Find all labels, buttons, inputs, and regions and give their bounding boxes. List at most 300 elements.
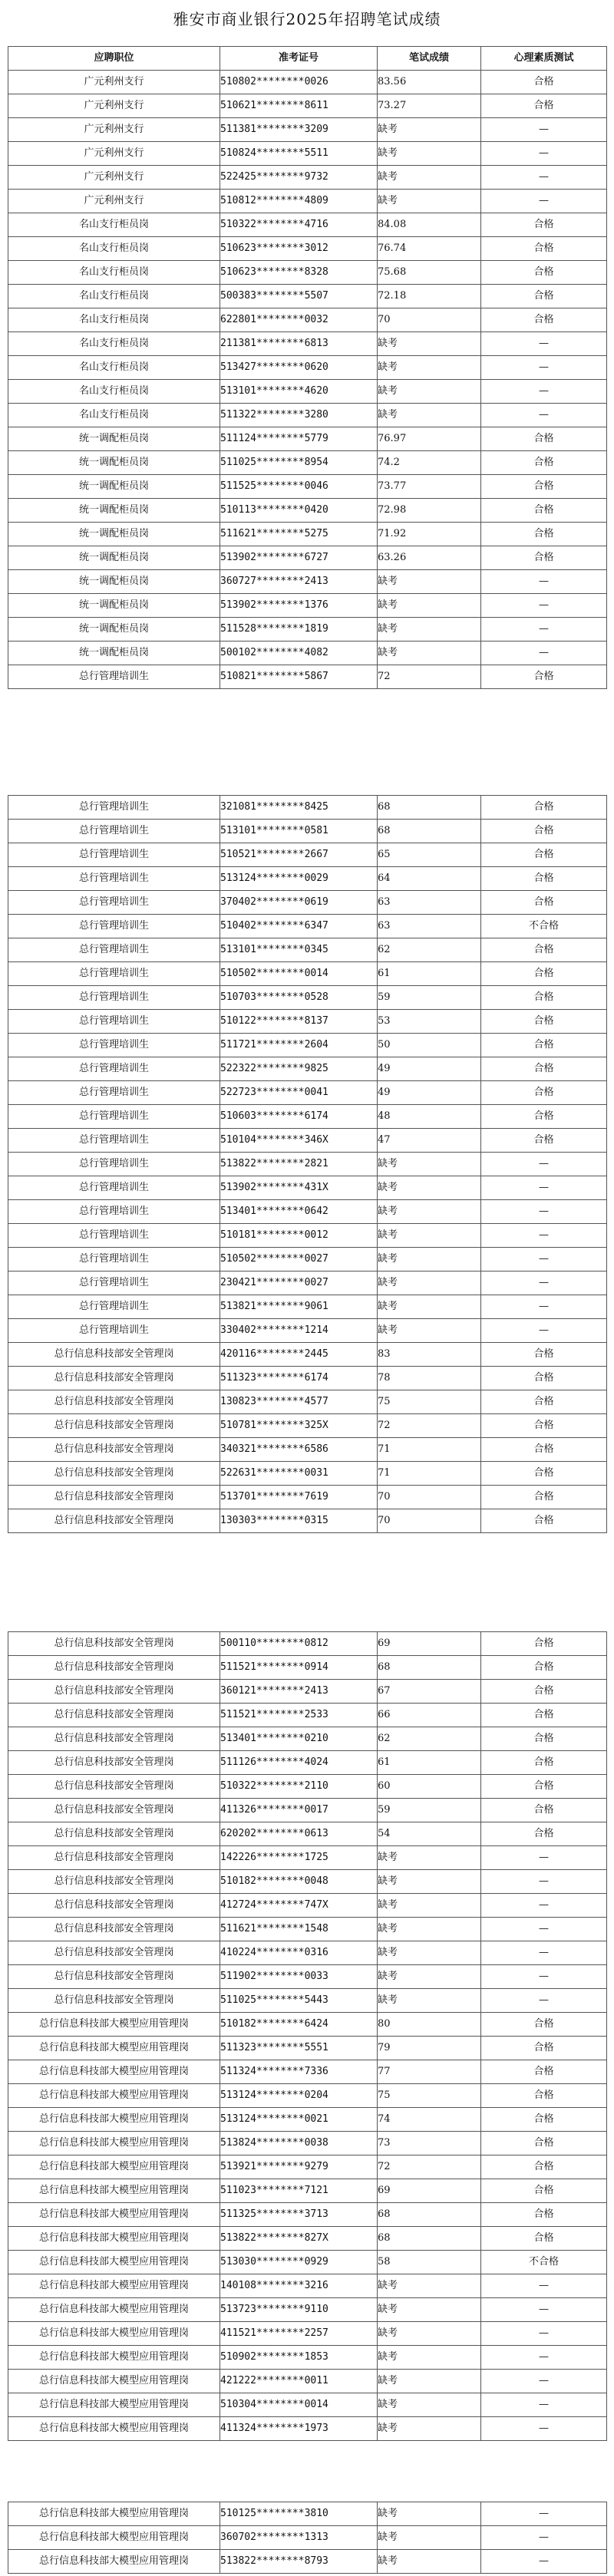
written-score-cell: 74 [378,2108,481,2132]
position-cell: 总行信息科技部大模型应用管理岗 [8,2155,220,2179]
exam-id-cell: 511325********3713 [220,2203,378,2227]
table-row [8,261,607,285]
position-cell: 广元利州支行 [8,166,220,190]
table-row [8,1486,607,1509]
psych-test-cell: 合格 [481,2179,607,2203]
exam-id-cell: 511025********5443 [220,1989,378,2013]
position-cell: 总行信息科技部大模型应用管理岗 [8,2108,220,2132]
results-table-3 [8,1631,607,2441]
written-score-cell: 71 [378,1462,481,1486]
exam-id-cell: 513921********9279 [220,2155,378,2179]
position-cell: 总行管理培训生 [8,938,220,962]
table-row [8,2227,607,2251]
written-score-cell: 78 [378,1367,481,1390]
written-score-cell: 62 [378,938,481,962]
written-score-cell: 缺考 [378,1272,481,1295]
written-score-cell: 74.2 [378,451,481,475]
table-row [8,2393,607,2417]
psych-test-cell: 合格 [481,2155,607,2179]
header-row [8,47,607,71]
position-cell: 统一调配柜员岗 [8,570,220,594]
table-row [8,2179,607,2203]
table-row [8,1343,607,1367]
position-cell: 总行管理培训生 [8,962,220,986]
exam-id-cell: 510322********2110 [220,1775,378,1799]
psych-test-cell: 合格 [481,820,607,843]
written-score-cell: 76.97 [378,427,481,451]
psych-test-cell: — [481,332,607,356]
psych-test-cell: — [481,356,607,380]
written-score-cell: 60 [378,1775,481,1799]
psych-test-cell: — [481,2526,607,2550]
table-row [8,166,607,190]
psych-test-cell: 合格 [481,1462,607,1486]
position-cell: 总行信息科技部大模型应用管理岗 [8,2393,220,2417]
table-row [8,1224,607,1248]
written-score-cell: 缺考 [378,380,481,404]
written-score-cell: 61 [378,1751,481,1775]
psych-test-cell: — [481,1846,607,1870]
table-row [8,1272,607,1295]
position-cell: 总行管理培训生 [8,1200,220,1224]
table-row [8,1105,607,1129]
position-cell: 总行信息科技部安全管理岗 [8,1509,220,1533]
psych-test-cell: 合格 [481,665,607,689]
position-cell: 总行信息科技部安全管理岗 [8,1656,220,1680]
psych-test-cell: 合格 [481,1438,607,1462]
position-cell: 总行信息科技部安全管理岗 [8,1894,220,1918]
table-row [8,2298,607,2322]
exam-id-cell: 513822********8793 [220,2550,378,2574]
table-row [8,1176,607,1200]
psych-test-cell: 合格 [481,2084,607,2108]
table-row [8,1704,607,1727]
position-cell: 总行信息科技部大模型应用管理岗 [8,2203,220,2227]
psych-test-cell: — [481,2417,607,2441]
psych-test-cell: 合格 [481,1486,607,1509]
written-score-cell: 缺考 [378,2298,481,2322]
psych-test-cell: 合格 [481,2060,607,2084]
table-row [8,427,607,451]
position-cell: 统一调配柜员岗 [8,499,220,523]
written-score-cell: 68 [378,2227,481,2251]
exam-id-cell: 510181********0012 [220,1224,378,1248]
written-score-cell: 缺考 [378,1319,481,1343]
psych-test-cell: 合格 [481,1775,607,1799]
psych-test-cell: 合格 [481,1822,607,1846]
table-row [8,1870,607,1894]
table-row [8,1153,607,1176]
position-cell: 总行信息科技部大模型应用管理岗 [8,2322,220,2346]
table-row [8,1319,607,1343]
exam-id-cell: 511023********7121 [220,2179,378,2203]
exam-id-cell: 511126********4024 [220,1751,378,1775]
position-cell: 名山支行柜员岗 [8,308,220,332]
exam-id-cell: 130303********0315 [220,1509,378,1533]
psych-test-cell: 合格 [481,962,607,986]
table-row [8,2550,607,2574]
exam-id-cell: 510623********8328 [220,261,378,285]
table-row [8,2132,607,2155]
written-score-cell: 67 [378,1680,481,1704]
exam-id-cell: 142226********1725 [220,1846,378,1870]
exam-id-cell: 513822********827X [220,2227,378,2251]
position-cell: 总行管理培训生 [8,1129,220,1153]
written-score-cell: 70 [378,1509,481,1533]
position-cell: 总行管理培训生 [8,891,220,915]
written-score-cell: 缺考 [378,570,481,594]
position-cell: 总行信息科技部大模型应用管理岗 [8,2179,220,2203]
psych-test-cell: — [481,1176,607,1200]
written-score-cell: 53 [378,1010,481,1034]
position-cell: 总行信息科技部大模型应用管理岗 [8,2013,220,2037]
written-score-cell: 缺考 [378,1918,481,1941]
table-row [8,2251,607,2274]
position-cell: 总行管理培训生 [8,1081,220,1105]
table-row [8,1295,607,1319]
written-score-cell: 缺考 [378,1941,481,1965]
table-row [8,1941,607,1965]
psych-test-cell: 合格 [481,2013,607,2037]
position-cell: 总行信息科技部安全管理岗 [8,1727,220,1751]
table-row [8,1727,607,1751]
position-cell: 总行管理培训生 [8,1272,220,1295]
table-row [8,71,607,94]
position-cell: 统一调配柜员岗 [8,642,220,665]
psych-test-cell: — [481,380,607,404]
written-score-cell: 83 [378,1343,481,1367]
exam-id-cell: 522425********9732 [220,166,378,190]
header-psych-test: 心理素质测试 [481,47,607,71]
written-score-cell: 63 [378,891,481,915]
psych-test-cell: — [481,2550,607,2574]
written-score-cell: 缺考 [378,2526,481,2550]
psych-test-cell: 合格 [481,1799,607,1822]
written-score-cell: 68 [378,796,481,820]
psych-test-cell: 不合格 [481,2251,607,2274]
exam-id-cell: 513821********9061 [220,1295,378,1319]
psych-test-cell: — [481,618,607,642]
position-cell: 名山支行柜员岗 [8,404,220,427]
exam-id-cell: 510812********4809 [220,190,378,213]
psych-test-cell: — [481,1248,607,1272]
psych-test-cell: 合格 [481,1081,607,1105]
table-row [8,1989,607,2013]
position-cell: 总行信息科技部安全管理岗 [8,1438,220,1462]
position-cell: 总行管理培训生 [8,1224,220,1248]
psych-test-cell: — [481,1295,607,1319]
exam-id-cell: 522631********0031 [220,1462,378,1486]
table-row [8,962,607,986]
header-exam-id: 准考证号 [220,47,378,71]
written-score-cell: 49 [378,1057,481,1081]
position-cell: 总行信息科技部安全管理岗 [8,1846,220,1870]
written-score-cell: 缺考 [378,1894,481,1918]
psych-test-cell: — [481,2322,607,2346]
exam-id-cell: 513902********1376 [220,594,378,618]
table-row [8,2274,607,2298]
table-row [8,190,607,213]
psych-test-cell: 合格 [481,1010,607,1034]
written-score-cell: 70 [378,308,481,332]
psych-test-cell: 合格 [481,2132,607,2155]
written-score-cell: 缺考 [378,166,481,190]
position-cell: 总行管理培训生 [8,1034,220,1057]
written-score-cell: 72 [378,665,481,689]
exam-id-cell: 130823********4577 [220,1390,378,1414]
exam-id-cell: 410224********0316 [220,1941,378,1965]
exam-id-cell: 513124********0029 [220,867,378,891]
written-score-cell: 75 [378,1390,481,1414]
table-row [8,1846,607,1870]
exam-id-cell: 510104********346X [220,1129,378,1153]
written-score-cell: 缺考 [378,1200,481,1224]
table-row [8,142,607,166]
written-score-cell: 缺考 [378,1176,481,1200]
exam-id-cell: 513401********0210 [220,1727,378,1751]
table-row [8,1632,607,1656]
position-cell: 名山支行柜员岗 [8,237,220,261]
exam-id-cell: 511525********0046 [220,475,378,499]
psych-test-cell: 合格 [481,1105,607,1129]
table-row [8,2037,607,2060]
table-row [8,2084,607,2108]
table-row [8,618,607,642]
table-row [8,499,607,523]
exam-id-cell: 411326********0017 [220,1799,378,1822]
written-score-cell: 72 [378,1414,481,1438]
psych-test-cell: — [481,1200,607,1224]
position-cell: 总行管理培训生 [8,665,220,689]
exam-id-cell: 510122********8137 [220,1010,378,1034]
table-row [8,1680,607,1704]
written-score-cell: 72 [378,2155,481,2179]
position-cell: 总行管理培训生 [8,986,220,1010]
table-row [8,1081,607,1105]
header-position: 应聘职位 [8,47,220,71]
psych-test-cell: — [481,1272,607,1295]
written-score-cell: 84.08 [378,213,481,237]
table-row [8,2108,607,2132]
psych-test-cell: — [481,190,607,213]
position-cell: 总行管理培训生 [8,1248,220,1272]
position-cell: 总行管理培训生 [8,1319,220,1343]
written-score-cell: 48 [378,1105,481,1129]
written-score-cell: 47 [378,1129,481,1153]
written-score-cell: 79 [378,2037,481,2060]
position-cell: 总行信息科技部大模型应用管理岗 [8,2132,220,2155]
psych-test-cell: — [481,404,607,427]
psych-test-cell: — [481,1319,607,1343]
exam-id-cell: 510521********2667 [220,843,378,867]
table-row [8,1200,607,1224]
written-score-cell: 缺考 [378,1153,481,1176]
position-cell: 总行信息科技部安全管理岗 [8,1918,220,1941]
exam-id-cell: 522322********9825 [220,1057,378,1081]
position-cell: 总行信息科技部大模型应用管理岗 [8,2274,220,2298]
results-table-1 [8,46,607,689]
written-score-cell: 70 [378,1486,481,1509]
position-cell: 名山支行柜员岗 [8,332,220,356]
exam-id-cell: 510402********6347 [220,915,378,938]
exam-id-cell: 511521********0914 [220,1656,378,1680]
table-row [8,1822,607,1846]
written-score-cell: 缺考 [378,1870,481,1894]
exam-id-cell: 510113********0420 [220,499,378,523]
position-cell: 总行信息科技部大模型应用管理岗 [8,2298,220,2322]
written-score-cell: 缺考 [378,2322,481,2346]
written-score-cell: 54 [378,1822,481,1846]
table-row [8,1414,607,1438]
position-cell: 总行管理培训生 [8,1295,220,1319]
table-row [8,1034,607,1057]
position-cell: 总行信息科技部大模型应用管理岗 [8,2550,220,2574]
exam-id-cell: 510781********325X [220,1414,378,1438]
position-cell: 总行信息科技部大模型应用管理岗 [8,2346,220,2370]
written-score-cell: 62 [378,1727,481,1751]
table-row [8,1751,607,1775]
table-row [8,237,607,261]
table-row [8,1918,607,1941]
position-cell: 总行信息科技部大模型应用管理岗 [8,2084,220,2108]
psych-test-cell: 合格 [481,2227,607,2251]
table-row [8,356,607,380]
written-score-cell: 缺考 [378,404,481,427]
psych-test-cell: 合格 [481,1034,607,1057]
position-cell: 总行管理培训生 [8,1105,220,1129]
exam-id-cell: 511124********5779 [220,427,378,451]
psych-test-cell: 合格 [481,213,607,237]
position-cell: 统一调配柜员岗 [8,594,220,618]
exam-id-cell: 513824********0038 [220,2132,378,2155]
psych-test-cell: — [481,2370,607,2393]
table-row [8,2203,607,2227]
exam-id-cell: 510322********4716 [220,213,378,237]
position-cell: 统一调配柜员岗 [8,475,220,499]
position-cell: 总行信息科技部大模型应用管理岗 [8,2502,220,2526]
exam-id-cell: 510304********0014 [220,2393,378,2417]
written-score-cell: 50 [378,1034,481,1057]
position-cell: 总行信息科技部安全管理岗 [8,1989,220,2013]
position-cell: 名山支行柜员岗 [8,213,220,237]
exam-id-cell: 513902********6727 [220,546,378,570]
table-row [8,2417,607,2441]
written-score-cell: 缺考 [378,2417,481,2441]
exam-id-cell: 500110********0812 [220,1632,378,1656]
written-score-cell: 64 [378,867,481,891]
written-score-cell: 76.74 [378,237,481,261]
psych-test-cell: 合格 [481,1129,607,1153]
written-score-cell: 缺考 [378,142,481,166]
table-row [8,1248,607,1272]
header-written-score: 笔试成绩 [378,47,481,71]
position-cell: 广元利州支行 [8,142,220,166]
table-row [8,1656,607,1680]
psych-test-cell: — [481,1224,607,1248]
table-row [8,546,607,570]
table-row [8,2526,607,2550]
table-row [8,523,607,546]
written-score-cell: 缺考 [378,118,481,142]
written-score-cell: 71 [378,1438,481,1462]
exam-id-cell: 513124********0204 [220,2084,378,2108]
psych-test-cell: 合格 [481,523,607,546]
psych-test-cell: 合格 [481,427,607,451]
exam-id-cell: 510623********3012 [220,237,378,261]
position-cell: 总行信息科技部安全管理岗 [8,1390,220,1414]
written-score-cell: 77 [378,2060,481,2084]
position-cell: 总行信息科技部安全管理岗 [8,1870,220,1894]
position-cell: 总行管理培训生 [8,1176,220,1200]
table-row [8,1390,607,1414]
position-cell: 总行信息科技部安全管理岗 [8,1775,220,1799]
psych-test-cell: 合格 [481,1390,607,1414]
position-cell: 名山支行柜员岗 [8,380,220,404]
table-row [8,986,607,1010]
exam-id-cell: 360121********2413 [220,1680,378,1704]
results-table-2 [8,795,607,1533]
exam-id-cell: 211381********6813 [220,332,378,356]
table-row [8,404,607,427]
psych-test-cell: — [481,1153,607,1176]
position-cell: 总行信息科技部安全管理岗 [8,1414,220,1438]
table-row [8,2502,607,2526]
exam-id-cell: 330402********1214 [220,1319,378,1343]
results-table-4 [8,2502,607,2574]
psych-test-cell: — [481,2274,607,2298]
exam-id-cell: 511521********2533 [220,1704,378,1727]
exam-id-cell: 513030********0929 [220,2251,378,2274]
psych-test-cell: 合格 [481,986,607,1010]
table-row [8,2370,607,2393]
position-cell: 统一调配柜员岗 [8,427,220,451]
position-cell: 总行管理培训生 [8,1010,220,1034]
table-row [8,308,607,332]
psych-test-cell: — [481,1941,607,1965]
exam-id-cell: 370402********0619 [220,891,378,915]
psych-test-cell: 合格 [481,1680,607,1704]
exam-id-cell: 513101********4620 [220,380,378,404]
table-row [8,285,607,308]
psych-test-cell: 合格 [481,475,607,499]
table-row [8,213,607,237]
exam-id-cell: 411521********2257 [220,2322,378,2346]
written-score-cell: 49 [378,1081,481,1105]
exam-id-cell: 510182********0048 [220,1870,378,1894]
table-row [8,1010,607,1034]
position-cell: 总行管理培训生 [8,1153,220,1176]
exam-id-cell: 511323********6174 [220,1367,378,1390]
exam-id-cell: 360702********1313 [220,2526,378,2550]
table-row [8,843,607,867]
psych-test-cell: 合格 [481,499,607,523]
psych-test-cell: 合格 [481,1414,607,1438]
table-row [8,118,607,142]
exam-id-cell: 510821********5867 [220,665,378,689]
psych-test-cell: — [481,2298,607,2322]
exam-id-cell: 421222********0011 [220,2370,378,2393]
written-score-cell: 缺考 [378,1224,481,1248]
exam-id-cell: 513124********0021 [220,2108,378,2132]
psych-test-cell: 合格 [481,867,607,891]
exam-id-cell: 321081********8425 [220,796,378,820]
written-score-cell: 69 [378,2179,481,2203]
table-row [8,891,607,915]
written-score-cell: 80 [378,2013,481,2037]
written-score-cell: 缺考 [378,642,481,665]
exam-id-cell: 412724********747X [220,1894,378,1918]
position-cell: 总行管理培训生 [8,843,220,867]
